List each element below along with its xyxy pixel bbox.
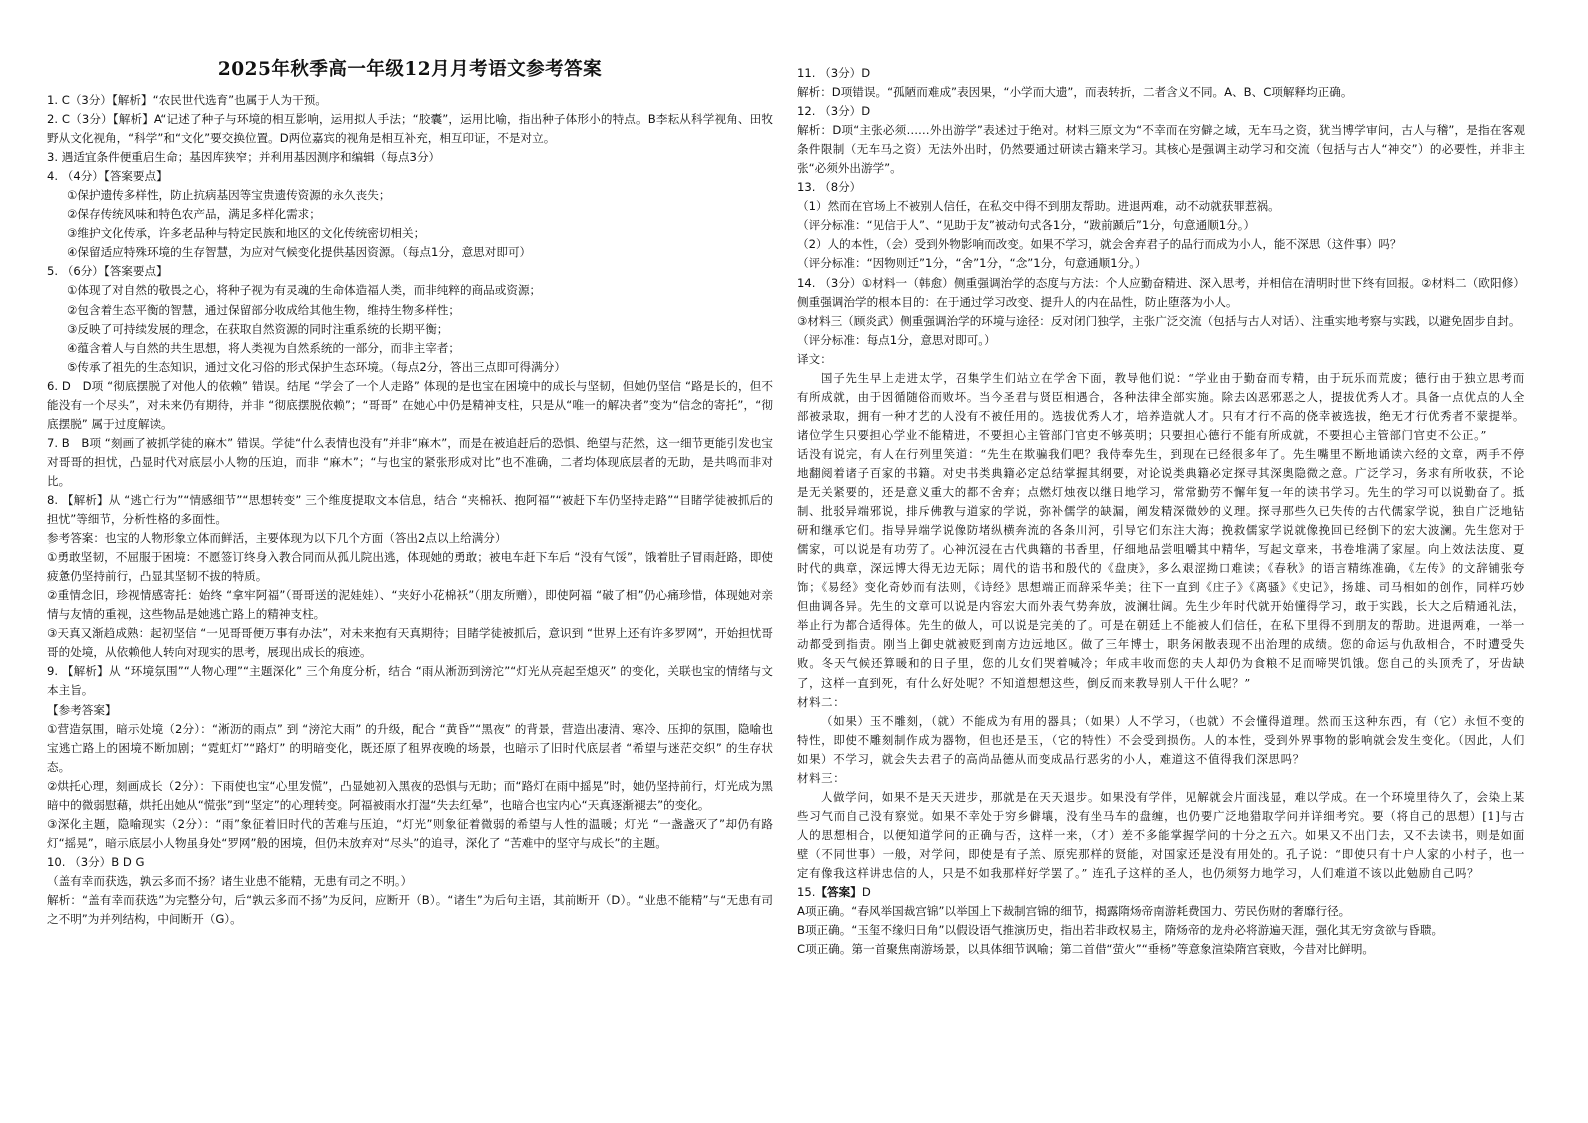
answer-paragraph: 6. D D项 “彻底摆脱了对他人的依赖” 错误。结尾 “学会了一个人走路” 体现的是也宝在困境中的成长与坚韧，但她仍坚信 “路是长的，但不能没有一个尽头”，对未来仍有期待，并非 “彻底摆脱依赖”；“哥哥” 在她心中仍是精神支柱，只是从“唯一的解决者”变为“信念的寄托”，“彻底摆脱” 属于过度解读。 (47, 378, 773, 431)
answer-paragraph: （2）人的本性，（会）受到外物影响而改变。如果不学习，就会舍弃君子的品行而成为小人，能不深思（这件事）吗？ (797, 237, 1402, 252)
answer-paragraph: ②保存传统风味和特色农产品，满足多样化需求； (67, 207, 321, 222)
answer-paragraph: 解析：“盖有幸而获选”为完整分句，后“孰云多而不扬”为反问，应断开（B）。“诸生”为后句主语，其前断开（D）。“业患不能精”与“无患有司之不明”为并列结构，中间断开（G）。 (47, 892, 773, 927)
right-column (797, 64, 1525, 959)
answer-paragraph: 7. B B项 “刻画了被抓学徒的麻木” 错误。学徒“什么表情也没有”并非“麻木”，而是在被追赶后的恐惧、绝望与茫然，这一细节更能引发也宝对哥哥的担忧，凸显时代对底层小人物的压迫，而非 “麻木”；“与也宝的紧张形成对比”也不准确，二者均体现底层者的无助，是共鸣而非对比。 (47, 435, 773, 488)
answer-paragraph: ②烘托心理，刻画成长（2分）：下雨使也宝“心里发慌”，凸显她初入黑夜的恐惧与无助；而“路灯在雨中摇晃”时，她仍坚持前行，灯光成为黑暗中的微弱慰藉，烘托出她从“慌张”到“坚定”的心理转变。阿福被雨水打湿“失去红晕”，也暗合也宝内心“天真逐渐褪去”的变化。 (47, 778, 773, 812)
answer-paragraph: （评分标准：“因物则迁”1分，“舍”1分，“念”1分，句意通顺1分。） (797, 256, 1147, 271)
answer-paragraph: 【参考答案】 (47, 702, 117, 717)
answer-paragraph: 10. （3分）B D G (47, 854, 145, 869)
answer-paragraph: ②重情念旧，珍视情感寄托：始终 “拿牢阿福”（哥哥送的泥娃娃）、“夹好小花棉袄”（朋友所赠），即使阿福 “破了相”仍心痛珍惜，体现她对亲情与友情的重视，这些物品是她逃亡路上的精神支柱。 (47, 588, 773, 622)
translation-paragraph: 国子先生早上走进太学，召集学生们站立在学舍下面，教导他们说：“学业由于勤奋而专精，由于玩乐而荒废；德行由于独立思考而有所成就，由于因循随俗而败坏。当今圣君与贤臣相遇合，各种法律全部实施。除去凶恶邪恶之人，提拔优秀人才。具备一点优点的人全部被录取，拥有一种才艺的人没有不被任用的。选拔优秀人才，培养造就人才。只有才行不高的侥幸被选拔，绝无才行优秀者不蒙提举。诸位学生只要担心学业不能精进，不要担心主管部门官吏不够英明；只要担心德行不能有所成就，不要担心主管部门官吏不公正。” (797, 370, 1525, 442)
answer-paragraph: ②包含着生态平衡的智慧，通过保留部分收成给其他生物，维持生物多样性； (67, 302, 460, 317)
answer-paragraph: 解析：D项错误。“孤陋而难成”表因果，“小学而大遗”，而表转折，二者含义不同。A、B、C项解释均正确。 (797, 85, 1353, 100)
translation-section (797, 369, 1525, 883)
option-analysis-paragraph: C项正确。第一首聚焦南游场景，以具体细节讽喻；第二首借“萤火”“垂杨”等意象渲染隋宫衰败，今昔对比鲜明。 (797, 942, 1375, 957)
answer-paragraph: 11. （3分）D (797, 66, 871, 80)
answer-paragraph: 3. 遇适宜条件便重启生命；基因库狭窄；并利用基因测序和编辑（每点3分） (47, 150, 441, 165)
answer-paragraph: ③材料三（顾炎武）侧重强调治学的环境与途径：反对闭门独学，主张广泛交流（包括与古人对话）、注重实地考察与实践，以避免固步自封。 (797, 313, 1521, 328)
page-title: 2025年秋季高一年级12月月考语文参考答案 (217, 59, 603, 80)
answer-paragraph: ①勇敢坚韧，不屈服于困境：不愿签订终身入教合同而从孤儿院出逃，体现她的勇敢；被电车赶下车后 “没有气馁”，饿着肚子冒雨赶路，即使疲惫仍坚持前行，凸显其坚韧不拔的特质。 (47, 550, 773, 584)
answer-paragraph: ①营造氛围，暗示处境（2分）：“淅沥的雨点” 到 “滂沱大雨” 的升级，配合 “黄昏”“黑夜” 的背景，营造出凄清、寒冷、压抑的氛围，隐喻也宝逃亡路上的困境不断加剧；“霓虹灯”“路灯” 的明暗变化，既还原了租界夜晚的场景，也暗示了旧时代底层者 “希望与迷茫交织” 的生存状态。 (47, 721, 773, 774)
answer-paragraph: ①体现了对自然的敬畏之心，将种子视为有灵魂的生命体造福人类，而非纯粹的商品或资源； (67, 283, 542, 298)
answer-paragraph: 8. 【解析】从 “逃亡行为”“情感细节”“思想转变” 三个维度提取文本信息，结合 “夹棉袄、抱阿福”“被赶下车仍坚持走路”“目睹学徒被抓后的担忧”等细节，分析性格的多面性。 (47, 492, 773, 527)
answer-paragraph: ③深化主题，隐喻现实（2分）：“雨”象征着旧时代的苦难与压迫，“灯光”则象征着微弱的希望与人性的温暖；灯光 “一盏盏灭了”却仍有路灯“摇晃”，暗示底层小人物虽身处“罗网”般的困境，但仍未放弃对“尽头”的追寻，深化了 “苦难中的坚守与成长”的主题。 (47, 816, 773, 850)
answer-paragraph: 译文： (797, 351, 832, 366)
answer-paragraph: （1）然而在官场上不被别人信任，在私交中得不到朋友帮助。进退两难，动不动就获罪惹祸。 (797, 199, 1280, 214)
option-analysis-paragraph: A项正确。“春风举国裁宫锦”以举国上下裁制宫锦的细节，揭露隋炀帝南游耗费国力、劳民伤财的奢靡行径。 (797, 904, 1351, 919)
left-column (47, 58, 773, 929)
answer-paragraph: 5. （6分）【答案要点】 (47, 264, 168, 279)
translation-paragraph: （如果）玉不雕刻，（就）不能成为有用的器具；（如果）人不学习，（也就）不会懂得道理。然而玉这种东西，有（它）永恒不变的特性，即使不雕刻制作成为器物，但也还是玉，（它的特性）不会受到损伤。人的本性，受到外界事物的影响就会发生变化。（因此，人们如果）不学习，就会失去君子的高尚品德从而变成品行恶劣的小人，难道这不值得我们深思吗？ (797, 713, 1525, 766)
left-column-content (47, 58, 773, 929)
answer-paragraph: 14. （3分）①材料一（韩愈）侧重强调治学的态度与方法：个人应勤奋精进、深入思考，并相信在清明时世下终有回报。②材料二（欧阳修）侧重强调治学的根本目的：在于通过学习改变、提升人的内在品性，防止堕落为小人。 (797, 275, 1525, 309)
translation-paragraph: 材料三： (797, 770, 846, 785)
answer-paragraph: （评分标准：每点1分，意思对即可。） (797, 332, 996, 347)
answer-paragraph: ③维护文化传承，许多老品种与特定民族和地区的文化传统密切相关； (67, 226, 426, 241)
answer-paragraph: 12. （3分）D (797, 104, 871, 119)
answer-paragraph: ③反映了可持续发展的理念，在获取自然资源的同时注重系统的长期平衡； (67, 321, 449, 336)
answer-paragraph: 4. （4分）【答案要点】 (47, 169, 168, 184)
answer-paragraph: 13. （8分） (797, 180, 862, 195)
translation-paragraph: 话没有说完，有人在行列里笑道：“先生在欺骗我们吧？我侍奉先生，到现在已经很多年了。先生嘴里不断地诵读六经的文章，两手不停地翻阅着诸子百家的书籍。对史书类典籍必定总结掌握其纲要，对论说类典籍必定探寻其深奥隐微之意。广泛学习，务求有所收获，不论是无关紧要的，还是意义重大的都不舍弃；点燃灯烛夜以继日地学习，常常勤劳不懈年复一年的读书学习。先生的学习可以说勤奋了。抵制、批驳异端邪说，排斥佛教与道家的学说，弥补儒学的缺漏，阐发精深微妙的义理。探寻那些久已失传的古代儒家学说，独自广泛地钻研和继承它们。指导异端学说像防堵纵横奔流的各条川河，引导它们东注大海；挽救儒家学说就像挽回已经倒下的宏大波澜。先生您对于儒家，可以说是有功劳了。心神沉浸在古代典籍的书香里，仔细地品尝咀嚼其中精华，写起文章来，书卷堆满了家屋。向上效法法度、夏时代的典章，深远博大得无边无际；周代的诰书和殷代的《盘庚》，多么艰涩拗口难读；《春秋》的语言精练准确，《左传》的文辞铺张夸饰；《易经》变化奇妙而有法则，《诗经》思想端正而辞采华美；往下一直到《庄子》《离骚》《史记》，扬雄、司马相如的创作，同样巧妙但曲调各异。先生的文章可以说是内容宏大而外表气势奔放，波澜壮阔。先生少年时代就开始懂得学习，敢于实践，长大之后精通礼法，举止行为都合适得体。先生的做人，可以说是完美的了。可是在朝廷上不能被人们信任，在私下里得不到朋友的帮助。进退两难，一举一动都受到指责。刚当上御史就被贬到南方边远地区。做了三年博士，职务闲散表现不出治理的成绩。您的命运与仇敌相合，不时遭受失败。冬天气候还算暖和的日子里，您的儿女们哭着喊冷；年成丰收而您的夫人却仍为食粮不足而啼哭饥饿。您自己的头顶秃了，牙齿缺了，这样一直到死，有什么好处呢？不知道想想这些，倒反而来教导别人干什么呢？” (797, 446, 1525, 690)
translation-paragraph: 人做学问，如果不是天天进步，那就是在天天退步。如果没有学伴，见解就会片面浅显，难以学成。在一个环境里待久了，会染上某些习气而自己没有察觉。如果不幸处于穷乡僻壤，没有坐马车的盘缠，也仍要广泛地猎取学问并详细考究。要（将自己的思想）[1]与古人的思想相合，以便知道学问的正确与否，这样一来，（才）差不多能掌握学问的十分之五六。如果又不出门去，又不去读书，则是如面壁（不同世事）一般，对学问，即使是有子羔、原宪那样的贤能，对国家还是没有用处的。孔子说：“即使只有十户人家的小村子，也一定有像我这样讲忠信的人，只是不如我那样好学罢了。” 连孔子这样的圣人，也仍须努力地学习，人们难道不该以此勉励自己吗？ (797, 789, 1525, 880)
q15-answer-line (797, 883, 1525, 902)
answer-paragraph: ③天真又渐趋成熟：起初坚信 “一见哥哥便万事有办法”，对未来抱有天真期待；目睹学徒被抓后，意识到 “世界上还有许多罗网”，开始担忧哥哥的处境，从依赖他人转向对现实的思考，展现出成长的痕迹。 (47, 626, 773, 660)
answer-paragraph: （盖有幸而获选，孰云多而不扬？诸生业患不能精，无患有司之不明。） (47, 873, 413, 888)
answer-paragraph: （评分标准：“见信于人”、“见助于友”被动句式各1分，“跋前踬后”1分，句意通顺1分。） (797, 218, 1256, 233)
option-analysis-paragraph: B项正确。“玉玺不缘归日角”以假设语气推演历史，指出若非政权易主，隋炀帝的龙舟必将游遍天涯，强化其无穷贪欲与昏聩。 (797, 923, 1444, 938)
answer-paragraph: 9. 【解析】从 “环境氛围”“人物心理”“主题深化” 三个角度分析，结合 “雨从淅沥到滂沱”“灯光从亮起至熄灭” 的变化，关联也宝的情绪与文本主旨。 (47, 664, 773, 698)
answer-paragraph: 2. C（3分）【解析】A“记述了种子与环境的相互影响，运用拟人手法；“胶囊”，运用比喻，指出种子体形小的特点。B李耘从科学视角、田牧野从文化视角，“科学”和“文化”要交换位置。D两位嘉宾的视角是相互补充，相互印证，不是对立。 (47, 112, 773, 146)
answer-paragraph: ⑤传承了祖先的生态知识，通过文化习俗的形式保护生态环境。（每点2分，答出三点即可得满分） (67, 359, 566, 374)
right-column-answers (797, 64, 1525, 369)
answer-paragraph: 参考答案：也宝的人物形象立体而鲜活，主要体现为以下几个方面（答出2点以上给满分） (47, 531, 507, 546)
q15-number: 15. (797, 885, 816, 900)
translation-paragraph: 材料二： (797, 694, 846, 709)
q15-analysis (797, 902, 1525, 959)
answer-paragraph: ④蕴含着人与自然的共生思想，将人类视为自然系统的一部分，而非主宰者； (67, 340, 460, 355)
q15-answer-tag: 【答案】 (815, 885, 862, 900)
answer-paragraph: ①保护遗传多样性，防止抗病基因等宝贵遗传资源的永久丧失； (67, 188, 391, 203)
answer-paragraph: 解析：D项“主张必须……外出游学”表述过于绝对。材料三原文为“不幸而在穷僻之域，无车马之资，犹当博学审问，古人与稽”，是指在客观条件限制（无车马之资）无法外出时，仍然要通过研读古籍来学习。其核心是强调主动学习和交流（包括与古人“神交”）的必要性，并非主张“必须外出游学”。 (797, 123, 1525, 176)
q15-answer-value: D (861, 885, 871, 900)
answer-paragraph: ④保留适应特殊环境的生存智慧，为应对气候变化提供基因资源。（每点1分，意思对即可） (67, 245, 532, 260)
answer-paragraph: 1. C（3分）【解析】“农民世代选育”也属于人为干预。 (47, 93, 327, 107)
